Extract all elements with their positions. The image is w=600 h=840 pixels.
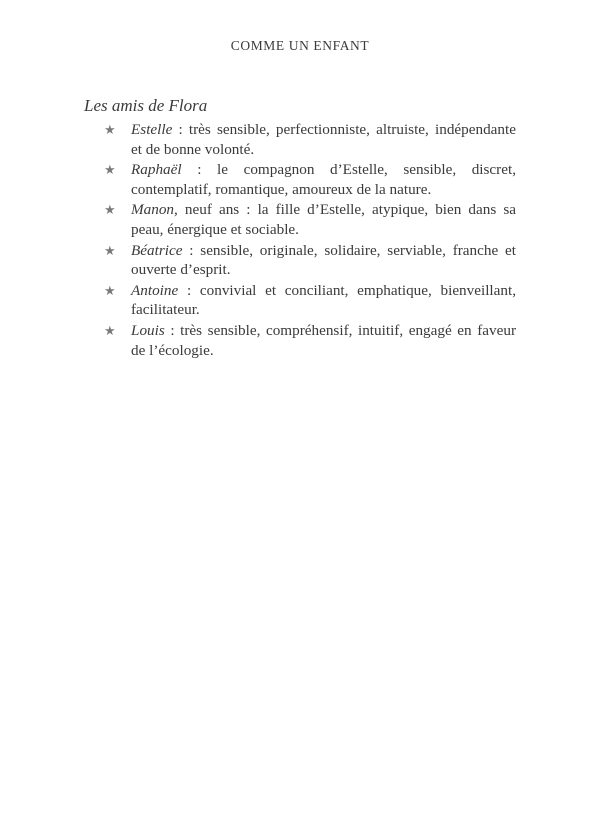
friends-list xyxy=(84,120,516,360)
character-description: très sensible, compréhensif, intuitif, engagé en faveur de l’écologie. xyxy=(131,321,516,359)
star-icon: ★ xyxy=(104,242,116,258)
list-item-manon xyxy=(84,200,516,239)
list-item-antoine xyxy=(84,281,516,320)
list-item-text xyxy=(131,200,516,239)
separator: : xyxy=(164,321,181,339)
list-item-louis xyxy=(84,321,516,360)
list-item-raphael xyxy=(84,160,516,199)
separator: : xyxy=(181,161,218,179)
running-head: COMME UN ENFANT xyxy=(230,38,370,53)
character-name: Louis xyxy=(131,321,165,339)
character-name: Raphaël xyxy=(131,161,182,179)
section-title: Les amis de Flora xyxy=(84,96,208,115)
character-description: très sensible, perfectionniste, altruiste, indépendante et de bonne volonté. xyxy=(131,121,516,158)
character-description: convivial et conciliant, emphatique, bienveillant, facilitateur. xyxy=(131,281,516,319)
character-description: le compagnon d’Estelle, sensible, discret, contemplatif, romantique, amoureux de la nature. xyxy=(131,161,516,198)
list-item-beatrice xyxy=(84,241,516,280)
character-description: neuf ans : la fille d’Estelle, atypique, bien dans sa peau, énergique et sociable. xyxy=(131,201,516,238)
list-item-estelle xyxy=(84,120,516,159)
character-name: Antoine xyxy=(131,281,179,299)
star-icon: ★ xyxy=(104,162,116,178)
character-description: sensible, originale, solidaire, serviable, franche et ouverte d’esprit. xyxy=(131,241,516,279)
character-name: Estelle xyxy=(131,121,173,138)
list-item-text xyxy=(131,321,516,360)
star-icon: ★ xyxy=(104,202,116,218)
list-item-text xyxy=(131,281,516,320)
list-item-text xyxy=(131,160,516,199)
separator: : xyxy=(172,121,189,138)
character-name: Béatrice xyxy=(131,241,183,259)
friends-section xyxy=(84,96,516,361)
list-item-text xyxy=(131,241,516,280)
list-item-text xyxy=(131,120,516,159)
star-icon: ★ xyxy=(104,282,116,298)
character-name: Manon xyxy=(131,201,175,219)
star-icon: ★ xyxy=(104,122,116,137)
star-icon: ★ xyxy=(104,322,116,338)
separator: : xyxy=(182,241,201,259)
separator: : xyxy=(178,281,200,299)
separator: , xyxy=(174,201,185,219)
